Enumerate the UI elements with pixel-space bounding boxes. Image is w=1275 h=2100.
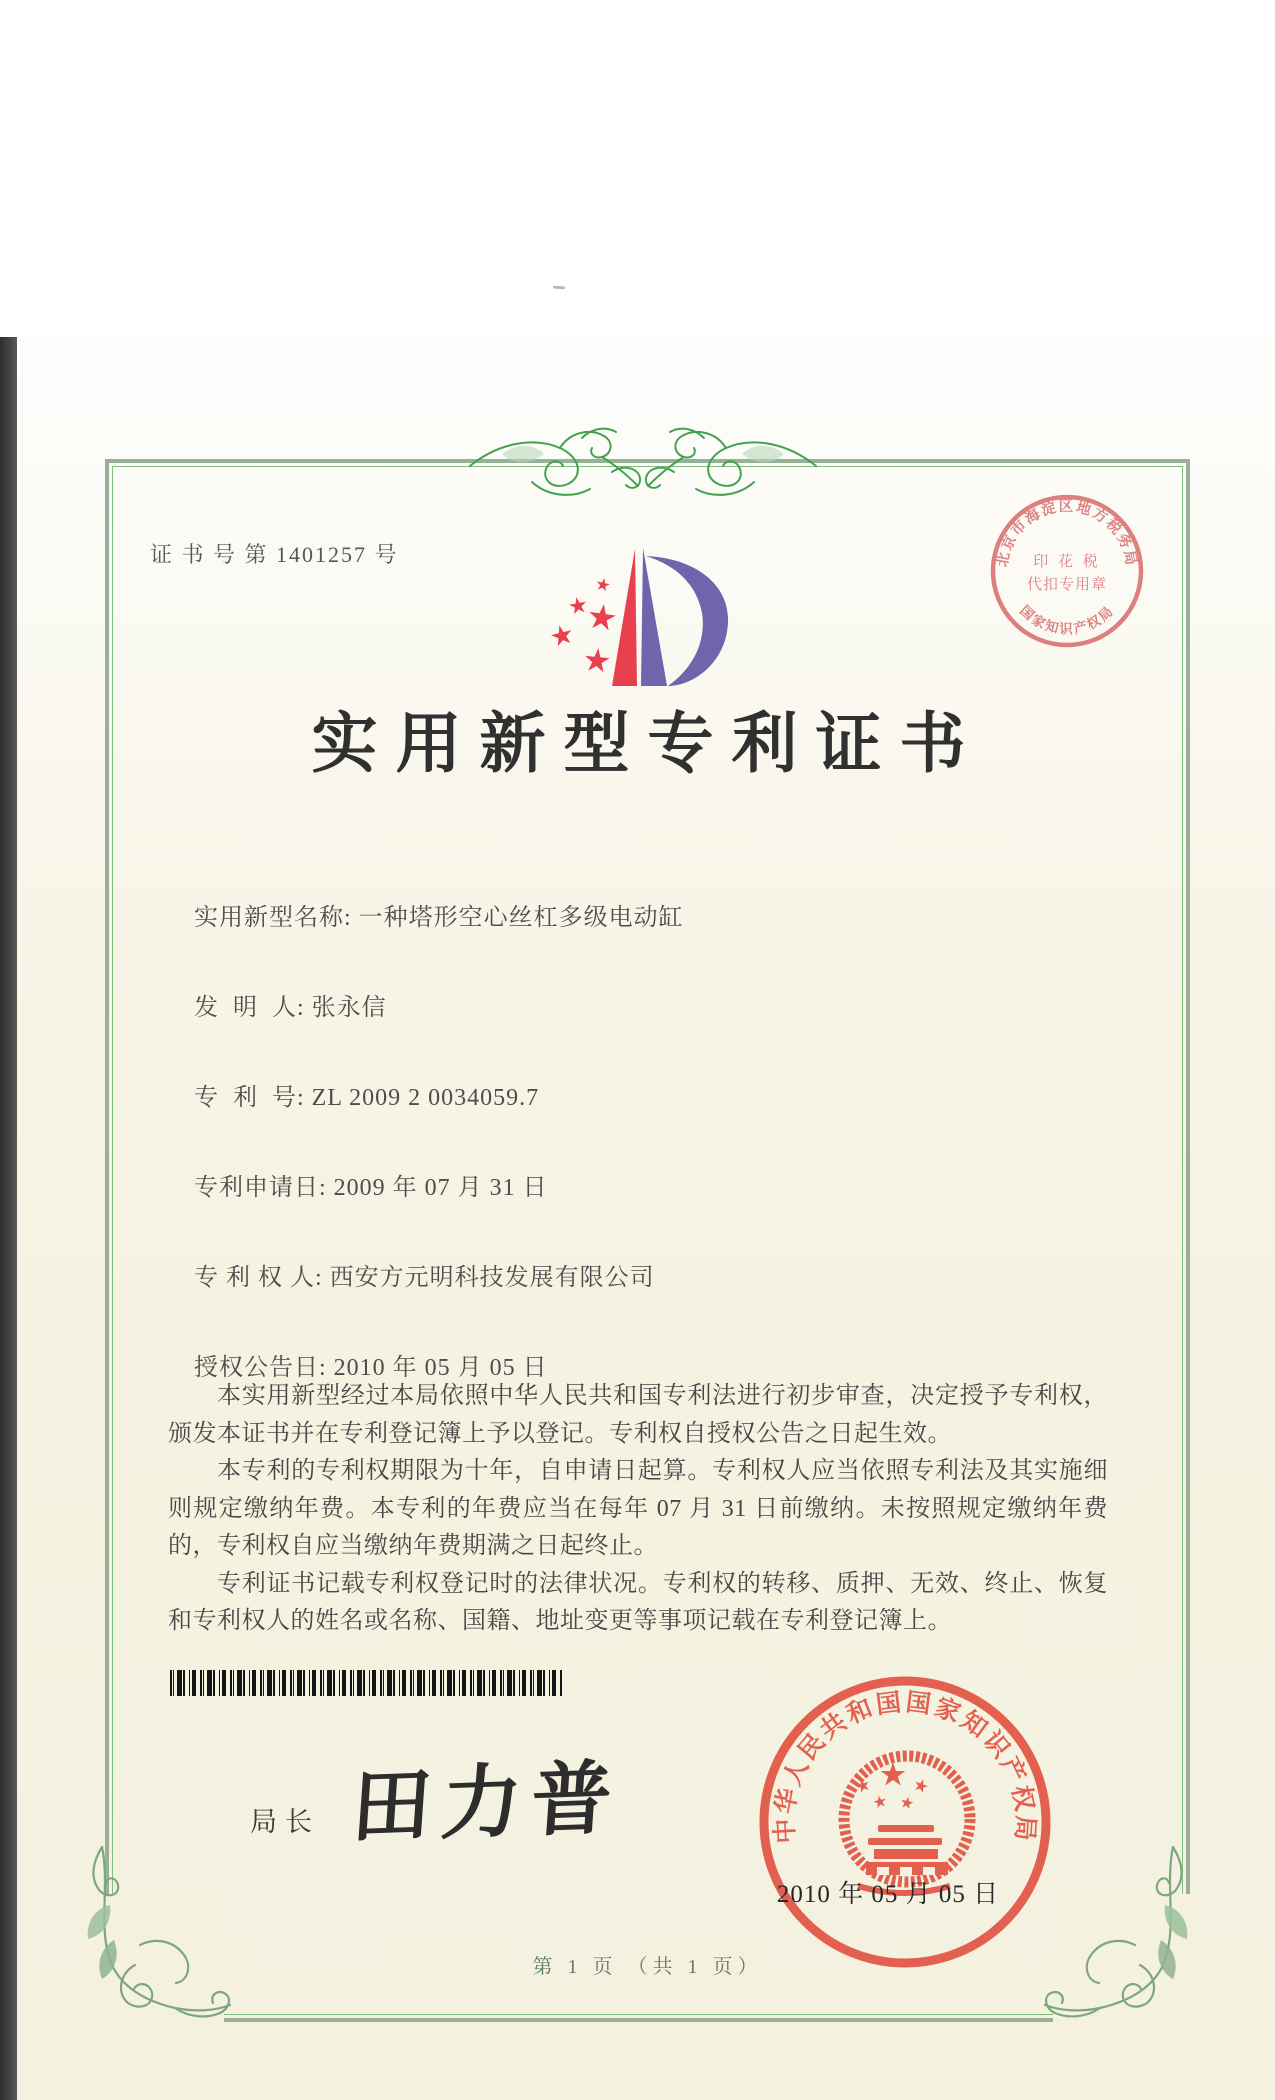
- field-value: 2010 年 05 月 05 日: [333, 1355, 548, 1381]
- director-title: 局长: [250, 1807, 320, 1837]
- field-value: ZL 2009 2 0034059.7: [311, 1085, 540, 1111]
- tax-stamp-line1: 印 花 税: [1033, 554, 1101, 570]
- field-patent-number: [170, 1050, 539, 1139]
- state-seal-arc-text: 中华人民共和国国家知识产权局: [771, 1688, 1039, 1845]
- grant-date-stamp: 2010 年 05 月 05 日: [776, 1881, 1000, 1908]
- certificate-number: 证 书 号 第 1401257 号: [150, 542, 399, 567]
- barcode: [170, 1670, 562, 1696]
- sipo-logo: [528, 538, 743, 693]
- field-value: 2009 年 07 月 31 日: [333, 1175, 548, 1201]
- field-patentee: [170, 1230, 655, 1319]
- logo-stars: [549, 577, 617, 673]
- field-label: 专利申请日:: [194, 1175, 334, 1201]
- field-utility-model-name: [170, 870, 684, 959]
- legal-paragraph: 本专利的专利权期限为十年，自申请日起算。专利权人应当依照专利法及其实施细则规定缴纳年费。本专利的年费应当在每年 07 月 31 日前缴纳。未按照规定缴纳年费的，专利权自应当缴纳年费期满之日起终止。: [168, 1458, 1108, 1559]
- tax-stamp-line2: 代扣专用章: [1026, 577, 1108, 593]
- field-inventor: [170, 960, 387, 1049]
- legal-paragraph: 专利证书记载专利权登记时的法律状况。专利权的转移、质押、无效、终止、恢复和专利权人的姓名或名称、国籍、地址变更等事项记载在专利登记簿上。: [168, 1570, 1108, 1634]
- field-label: 授权公告日:: [194, 1355, 334, 1381]
- tax-stamp-arc-bottom: 国家知识产权局: [1016, 602, 1118, 637]
- tax-stamp: [985, 490, 1151, 656]
- legal-text: [168, 1378, 1108, 1641]
- national-emblem: [844, 1756, 970, 1893]
- field-label: 发 明 人:: [194, 995, 312, 1021]
- field-value: 一种塔形空心丝杠多级电动缸: [358, 905, 684, 931]
- page-title: 实用新型专利证书: [311, 708, 984, 781]
- field-value: 西安方元明科技发展有限公司: [329, 1265, 655, 1291]
- field-value: 张永信: [311, 995, 387, 1021]
- page-footer: 第 1 页 （共 1 页）: [532, 1956, 763, 1978]
- logo-purple-p: [641, 548, 728, 686]
- field-label: 专 利 权 人:: [194, 1265, 330, 1291]
- field-filing-date: [170, 1140, 548, 1229]
- state-seal: [750, 1667, 1060, 1977]
- svg-text:国家知识产权局: [1017, 602, 1117, 636]
- floral-ornament-bottom-left: [80, 1845, 240, 2035]
- legal-paragraph: 本实用新型经过本局依照中华人民共和国专利法进行初步审查，决定授予专利权，颁发本证书并在专利登记簿上予以登记。专利权自授权公告之日起生效。: [168, 1383, 1108, 1447]
- field-label: 实用新型名称:: [194, 905, 359, 931]
- tax-stamp-arc-top: 北京市海淀区地方税务局: [994, 499, 1140, 569]
- scan-artifact-dash: [553, 286, 565, 290]
- logo-red-wedge: [612, 549, 637, 686]
- state-seal-ring: [764, 1681, 1046, 1963]
- director-signature: 田力普: [348, 1755, 625, 1853]
- dragon-ornament-top: [462, 424, 824, 512]
- field-label: 专 利 号:: [194, 1085, 312, 1111]
- scan-left-edge: [0, 337, 17, 2100]
